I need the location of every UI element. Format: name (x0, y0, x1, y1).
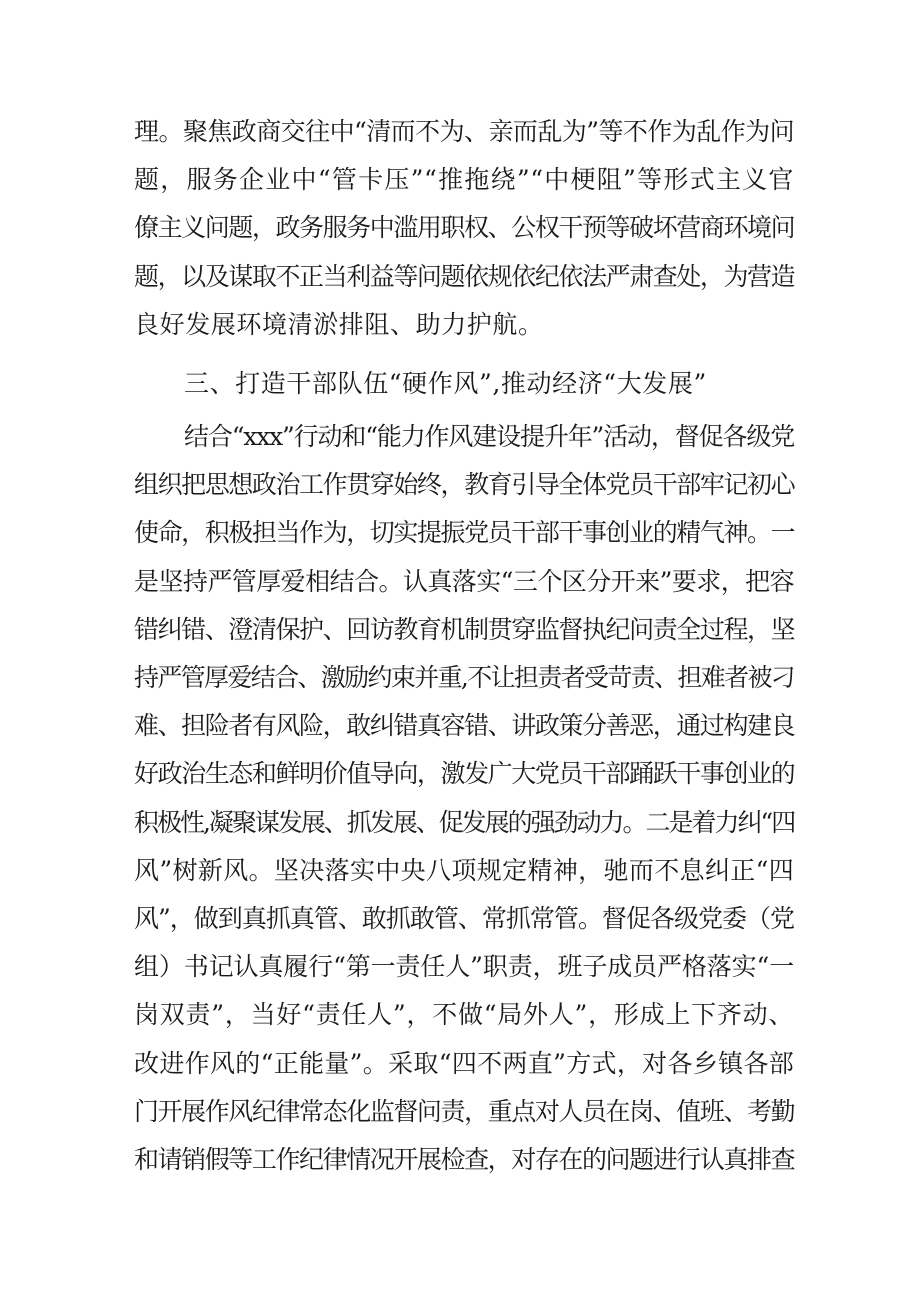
paragraph-2-line: 改进作风的“正能量”。采取“四不两直”方式，对各乡镇各部 (134, 1048, 794, 1078)
paragraph-1-line: 良好发展环境清淤排阻、助力护航。 (134, 309, 544, 339)
paragraph-2-line: 风”树新风。坚决落实中央八项规定精神，驰而不息纠正“四 (134, 855, 794, 885)
paragraph-2-line: 门开展作风纪律常态化监督问责，重点对人员在岗、值班、考勤 (134, 1096, 794, 1126)
paragraph-1-line: 僚主义问题，政务服务中滥用职权、公权干预等破坏营商环境问 (134, 213, 794, 243)
paragraph-2-line: 好政治生态和鲜明价值导向，激发广大党员干部踊跃干事创业的 (134, 759, 794, 789)
paragraph-2-line: 错纠错、澄清保护、回访教育机制贯穿监督执纪问责全过程，坚 (134, 614, 794, 644)
section-heading: 三、打造干部队伍“硬作风”,推动经济“大发展” (184, 369, 707, 398)
paragraph-1-line: 题，以及谋取不正当利益等问题依规依纪依法严肃查处，为营造 (134, 261, 794, 291)
paragraph-2-line: 持严管厚爱结合、激励约束并重,不让担责者受苛责、担难者被刁 (134, 663, 794, 693)
paragraph-1-line: 题，服务企业中“管卡压”“推拖绕”“中梗阻”等形式主义官 (134, 165, 794, 195)
paragraph-2-line: 积极性,凝聚谋发展、抓发展、促发展的强劲动力。二是着力纠“四 (134, 807, 794, 837)
paragraph-2-line: 组）书记认真履行“第一责任人”职责，班子成员严格落实“一 (134, 952, 794, 982)
paragraph-1-line: 理。聚焦政商交往中“清而不为、亲而乱为”等不作为乱作为问 (134, 117, 794, 146)
paragraph-2-line: 难、担险者有风险，敢纠错真容错、讲政策分善恶，通过构建良 (134, 711, 794, 741)
paragraph-2-line: 岗双责”，当好“责任人”，不做“局外人”，形成上下齐动、 (134, 1000, 794, 1030)
paragraph-2-line: 组织把思想政治工作贯穿始终，教育引导全体党员干部牢记初心 (134, 470, 794, 500)
paragraph-2 (134, 413, 794, 1184)
paragraph-2-line: 是坚持严管厚爱相结合。认真落实“三个区分开来”要求，把容 (134, 566, 794, 596)
paragraph-2-line: 结合“xxx”行动和“能力作风建设提升年”活动，督促各级党 (184, 422, 794, 451)
paragraph-1 (134, 108, 794, 349)
paragraph-2-line: 和请销假等工作纪律情况开展检查，对存在的问题进行认真排查 (134, 1145, 794, 1175)
paragraph-2-line: 使命，积极担当作为，切实提振党员干部干事创业的精气神。一 (134, 518, 794, 548)
paragraph-2-line: 风”，做到真抓真管、敢抓敢管、常抓常管。督促各级党委（党 (134, 904, 794, 934)
